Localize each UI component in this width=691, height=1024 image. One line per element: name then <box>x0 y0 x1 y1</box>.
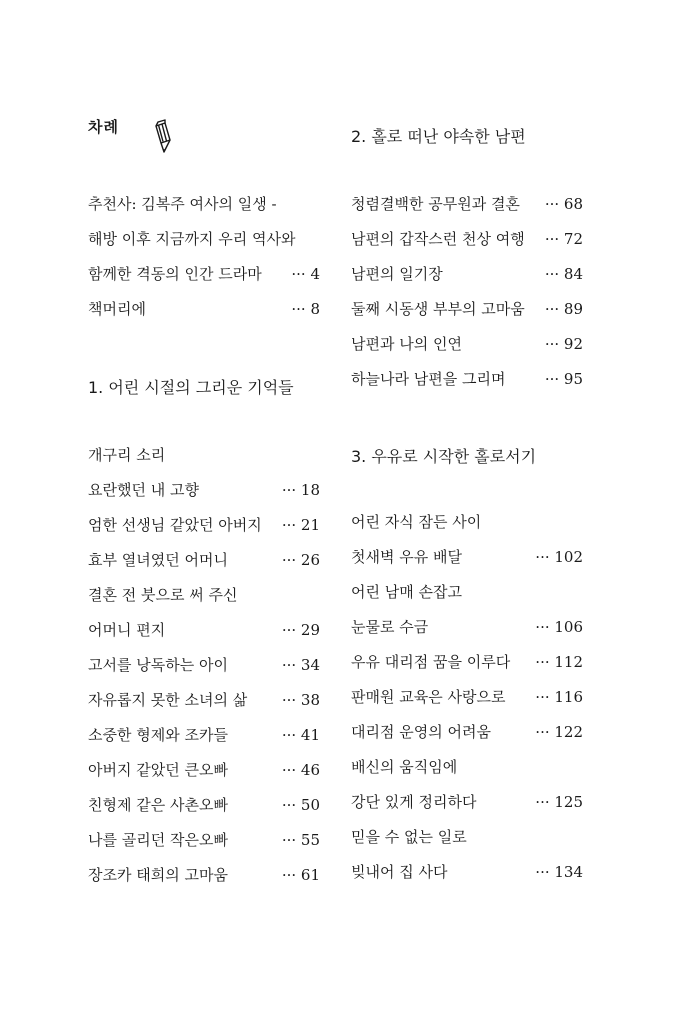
toc-entry[interactable] <box>88 262 320 286</box>
entry-title: 대리점 운영의 어려움 <box>351 723 491 741</box>
toc-entry[interactable] <box>88 227 320 251</box>
entry-page: ··· 46 <box>281 761 320 779</box>
entry-page: ··· 72 <box>544 230 583 248</box>
entry-page: ··· 84 <box>544 265 583 283</box>
toc-entry[interactable] <box>88 688 320 712</box>
section-heading: 1. 어린 시절의 그리운 기억들 <box>88 378 294 397</box>
entry-page: ··· 50 <box>281 796 320 814</box>
toc-entry[interactable] <box>351 545 583 569</box>
entry-page: ··· 68 <box>544 195 583 213</box>
entry-title: 둘째 시동생 부부의 고마움 <box>351 300 525 318</box>
section-heading: 3. 우유로 시작한 홀로서기 <box>351 447 537 466</box>
entry-page: ··· 21 <box>281 516 320 534</box>
entry-page: ··· 26 <box>281 551 320 569</box>
entry-title: 어린 자식 잠든 사이 <box>351 513 482 531</box>
toc-entry[interactable] <box>88 583 320 607</box>
entry-title: 친형제 같은 사촌오빠 <box>88 796 228 814</box>
entry-page: ··· 61 <box>281 866 320 884</box>
entry-page: ··· 112 <box>535 653 583 671</box>
toc-entry[interactable] <box>88 618 320 642</box>
entry-page: ··· 102 <box>535 548 583 566</box>
entry-title: 고서를 낭독하는 아이 <box>88 656 228 674</box>
entry-title: 청렴결백한 공무원과 결혼 <box>351 195 520 213</box>
entry-page: ··· 89 <box>544 300 583 318</box>
entry-page: ··· 134 <box>535 863 583 881</box>
entry-title: 남편과 나의 인연 <box>351 335 462 353</box>
entry-page: ··· 38 <box>281 691 320 709</box>
entry-page: ··· 41 <box>281 726 320 744</box>
toc-entry[interactable] <box>351 580 583 604</box>
entry-title: 결혼 전 붓으로 써 주신 <box>88 586 238 604</box>
entry-title: 소중한 형제와 조카들 <box>88 726 228 744</box>
toc-entry[interactable] <box>88 513 320 537</box>
toc-entry[interactable] <box>351 650 583 674</box>
entry-title: 아버지 같았던 큰오빠 <box>88 761 228 779</box>
toc-entry[interactable] <box>351 790 583 814</box>
entry-title: 우유 대리점 꿈을 이루다 <box>351 653 511 671</box>
entry-title: 책머리에 <box>88 300 146 318</box>
toc-entry[interactable] <box>88 758 320 782</box>
entry-title: 함께한 격동의 인간 드라마 <box>88 265 262 283</box>
toc-entry[interactable] <box>351 860 583 884</box>
entry-title: 장조카 태희의 고마움 <box>88 866 228 884</box>
entry-page: ··· 18 <box>281 481 320 499</box>
entry-title: 엄한 선생님 같았던 아버지 <box>88 516 262 534</box>
entry-page: ··· 4 <box>291 265 320 283</box>
toc-entry[interactable] <box>88 793 320 817</box>
entry-page: ··· 29 <box>281 621 320 639</box>
entry-title: 하늘나라 남편을 그리며 <box>351 370 506 388</box>
entry-title: 빚내어 집 사다 <box>351 863 448 881</box>
entry-title: 판매원 교육은 사랑으로 <box>351 688 506 706</box>
toc-entry[interactable] <box>88 443 320 467</box>
toc-entry[interactable] <box>88 548 320 572</box>
toc-entry[interactable] <box>88 828 320 852</box>
toc-entry[interactable] <box>351 332 583 356</box>
entry-page: ··· 106 <box>535 618 583 636</box>
toc-entry[interactable] <box>351 755 583 779</box>
toc-entry[interactable] <box>351 685 583 709</box>
entry-page: ··· 92 <box>544 335 583 353</box>
toc-entry[interactable] <box>351 297 583 321</box>
toc-title: 차례 <box>88 118 119 136</box>
entry-page: ··· 95 <box>544 370 583 388</box>
toc-entry[interactable] <box>351 192 583 216</box>
entry-title: 강단 있게 정리하다 <box>351 793 477 811</box>
entry-title: 첫새벽 우유 배달 <box>351 548 462 566</box>
entry-title: 어머니 편지 <box>88 621 166 639</box>
pencil-icon <box>153 118 173 158</box>
toc-entry[interactable] <box>88 478 320 502</box>
entry-title: 배신의 움직임에 <box>351 758 458 776</box>
entry-page: ··· 116 <box>535 688 583 706</box>
entry-title: 믿을 수 없는 일로 <box>351 828 467 846</box>
entry-title: 어린 남매 손잡고 <box>351 583 462 601</box>
entry-title: 효부 열녀였던 어머니 <box>88 551 228 569</box>
toc-entry[interactable] <box>88 653 320 677</box>
entry-title: 남편의 일기장 <box>351 265 443 283</box>
entry-title: 개구리 소리 <box>88 446 166 464</box>
entry-page: ··· 125 <box>535 793 583 811</box>
entry-page: ··· 34 <box>281 656 320 674</box>
entry-page: ··· 122 <box>535 723 583 741</box>
entry-title: 자유롭지 못한 소녀의 삶 <box>88 691 248 709</box>
toc-entry[interactable] <box>88 192 320 216</box>
toc-entry[interactable] <box>351 825 583 849</box>
entry-title: 눈물로 수금 <box>351 618 429 636</box>
entry-title: 추천사: 김복주 여사의 일생 - <box>88 195 277 213</box>
entry-title: 나를 골리던 작은오빠 <box>88 831 228 849</box>
toc-entry[interactable] <box>351 720 583 744</box>
section-heading: 2. 홀로 떠난 야속한 남편 <box>351 127 526 146</box>
toc-entry[interactable] <box>88 723 320 747</box>
toc-entry[interactable] <box>351 227 583 251</box>
entry-page: ··· 8 <box>291 300 320 318</box>
entry-title: 남편의 갑작스런 천상 여행 <box>351 230 525 248</box>
toc-entry[interactable] <box>351 262 583 286</box>
toc-entry[interactable] <box>351 510 583 534</box>
toc-entry[interactable] <box>351 367 583 391</box>
toc-entry[interactable] <box>88 297 320 321</box>
entry-title: 해방 이후 지금까지 우리 역사와 <box>88 230 296 248</box>
entry-page: ··· 55 <box>281 831 320 849</box>
entry-title: 요란했던 내 고향 <box>88 481 199 499</box>
toc-entry[interactable] <box>88 863 320 887</box>
toc-entry[interactable] <box>351 615 583 639</box>
